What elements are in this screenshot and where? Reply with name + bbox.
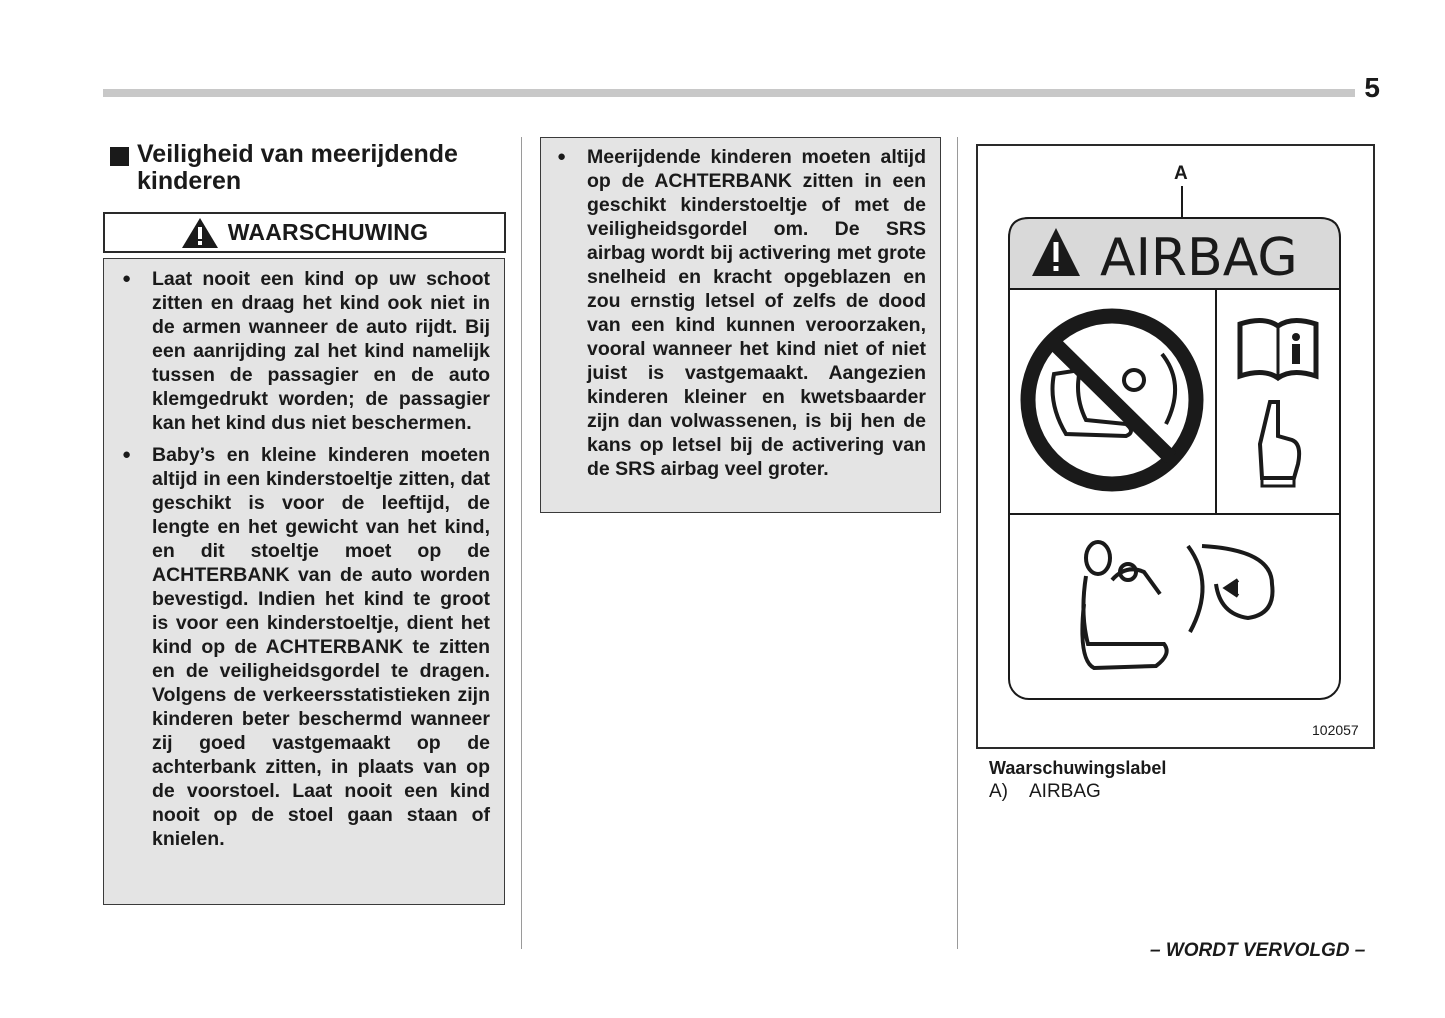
bullet-icon: ●	[557, 148, 567, 165]
header-rule	[103, 89, 1355, 97]
label-title-text: AIRBAG	[1100, 228, 1298, 288]
section-marker-icon	[110, 147, 129, 166]
warning-box	[103, 258, 505, 905]
list-item-text: Baby’s en kleine kinderen moeten altijd in een kinderstoeltje zitten, dat geschikt is voor de leeftijd, de lengte en het gewicht van het kind, en dit stoeltje moet op de ACHTERBANK van de auto worden bevestigd. Indien het kind te groot is voor een kinderstoeltje, dient het kind op de ACHTERBANK te zitten en de veiligheidsgordel te dragen. Volgens de verkeersstatistieken zijn kinderen beter beschermd wanneer zij goed vastgemaakt op de achterbank zitten, in plaats van op de voorstoel. Laat nooit een kind nooit op de stoel gaan staan of knielen.	[152, 444, 490, 850]
page-footer: – WORDT VERVOLGD –	[1150, 940, 1366, 961]
list-item	[120, 267, 490, 435]
column-divider	[957, 137, 958, 949]
warning-heading-text: WAARSCHUWING	[227, 219, 429, 245]
figure-legend	[989, 781, 1101, 803]
section-title	[107, 141, 507, 195]
legend-value: AIRBAG	[1029, 781, 1101, 802]
section-title-text: Veiligheid van meerijdende kinderen	[137, 140, 458, 195]
list-item-text: Laat nooit een kind op uw schoot zitten en draag het kind ook niet in de armen wanneer de auto rijdt. Bij een aanrijding zal het kind namelijk tussen de passagier en de auto klemgedrukt worden; de passagier kan het kind dus niet beschermen.	[152, 268, 490, 434]
column-divider	[521, 137, 522, 949]
airbag-label-illustration	[976, 144, 1375, 749]
bullet-icon: ●	[122, 446, 132, 463]
figure-caption: Waarschuwingslabel	[989, 758, 1167, 778]
list-item	[555, 145, 926, 481]
warning-triangle-icon	[181, 217, 219, 249]
bullet-icon: ●	[122, 270, 132, 287]
list-item-text: Meerijdende kinderen moeten altijd op de ACHTERBANK zitten in een geschikt kinderstoeltje of met de veiligheidsgordel om. De SRS airbag wordt bij activering met grote snelheid en kracht opgeblazen en zou ernstig letsel of zelfs de dood van een kind kunnen veroorzaken, vooral wanneer het kind niet of niet juist is vastgemaakt. Aangezien kinderen kleiner en kwetsbaarder zijn dan volwassenen, is bij hen de kans op letsel bij de activering van de SRS airbag veel groter.	[587, 146, 926, 480]
callout-label: A	[1174, 163, 1188, 184]
page-number: 5	[1364, 72, 1380, 103]
legend-key: A)	[989, 781, 1008, 802]
warning-heading	[103, 212, 506, 253]
figure-number: 102057	[1312, 722, 1359, 738]
warning-box-continued	[540, 137, 941, 513]
list-item	[120, 443, 490, 851]
